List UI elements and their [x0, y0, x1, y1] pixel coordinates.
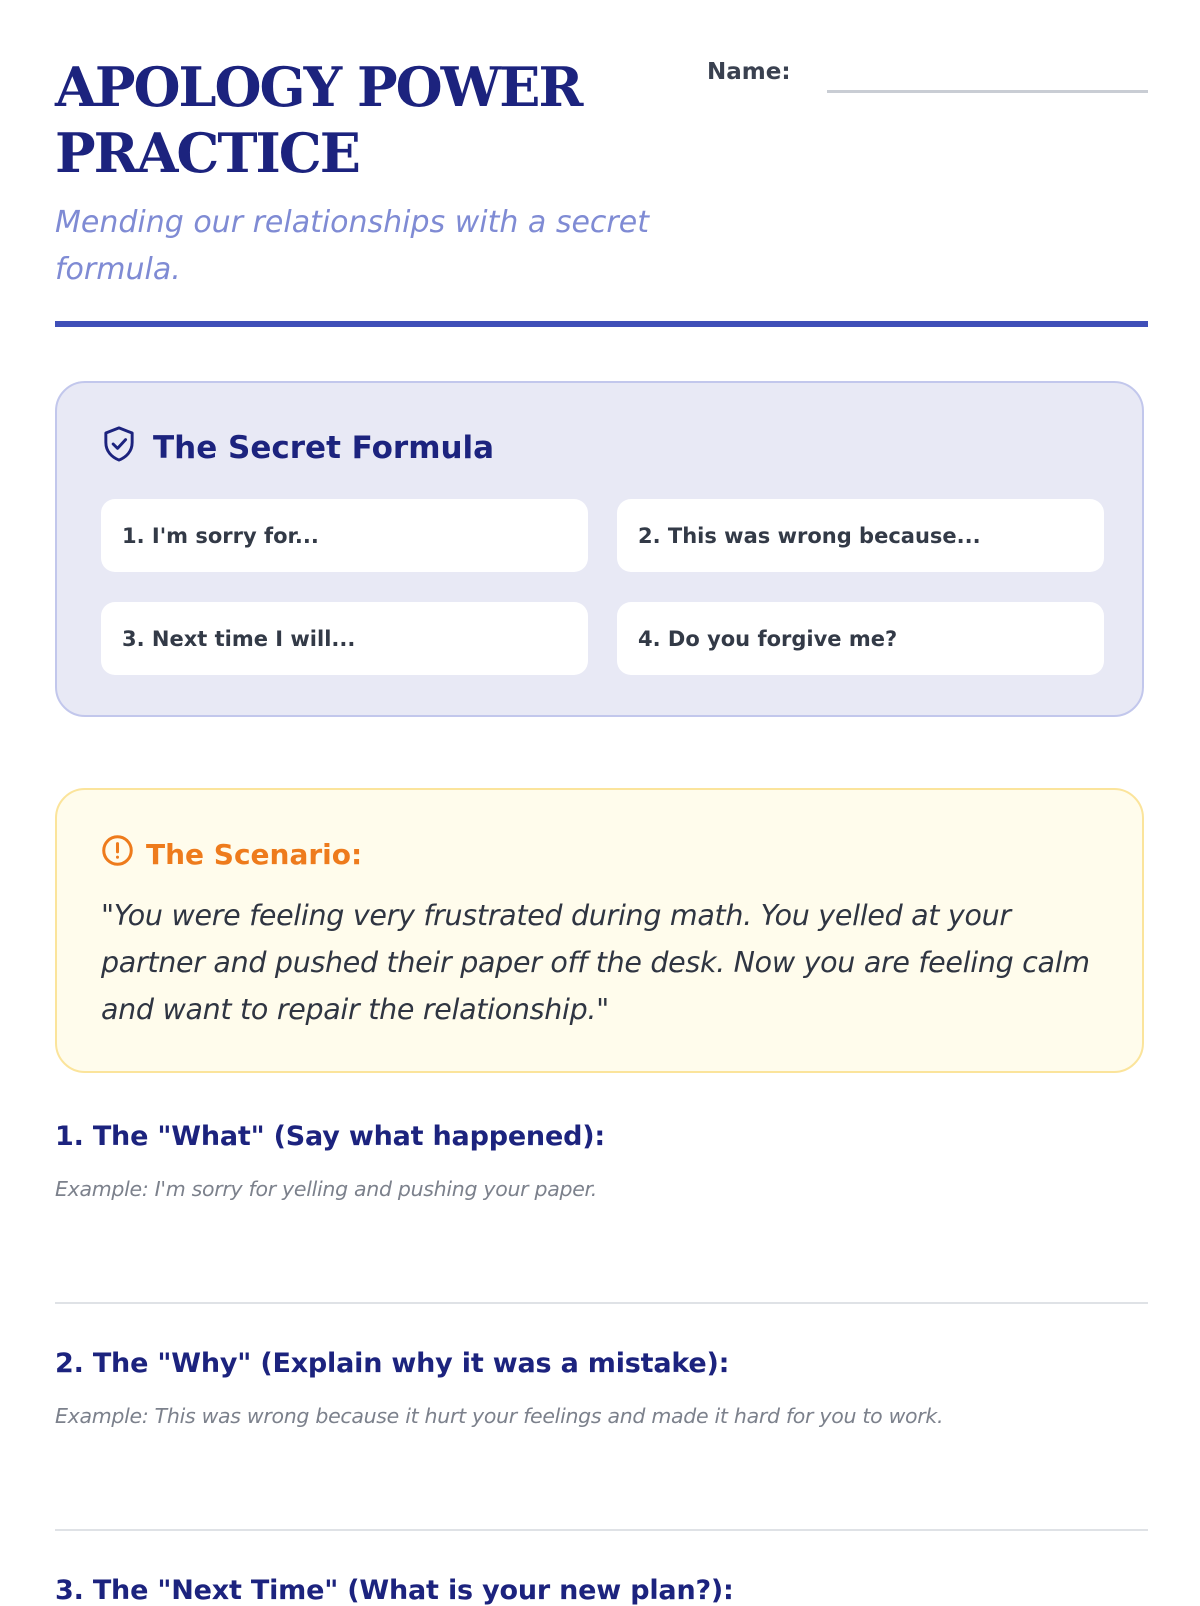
formula-step-2: 2. This was wrong because...: [617, 499, 1104, 572]
question-label: 1. The "What" (Say what happened):: [55, 1121, 605, 1152]
question-example: Example: This was wrong because it hurt your feelings and made it hard for you to work.: [55, 1404, 944, 1428]
alert-circle-icon: [101, 834, 134, 874]
name-label: Name:: [707, 59, 791, 85]
page-subtitle: Mending our relationships with a secret formula.: [55, 205, 649, 287]
page-title-line-2: PRACTICE: [55, 121, 359, 185]
secret-formula-heading: [101, 425, 494, 471]
worksheet-header: [55, 0, 1148, 326]
formula-step-4: 4. Do you forgive me?: [617, 602, 1104, 675]
formula-step-3: 3. Next time I will...: [101, 602, 588, 675]
secret-formula-card: [55, 381, 1144, 717]
worksheet-page: [55, 0, 1148, 1606]
question-label: 3. The "Next Time" (What is your new plan?):: [55, 1575, 734, 1606]
question-example: Example: I'm sorry for yelling and pushing your paper.: [55, 1177, 597, 1201]
header-divider: [55, 321, 1148, 327]
scenario-text: "You were feeling very frustrated during math. You yelled at your partner and pushed their paper off the desk. Now you are feeling calm and want to repair the relationship.": [101, 899, 1090, 1026]
page-title-line-1: APOLOGY POWER: [55, 55, 582, 119]
secret-formula-title: The Secret Formula: [153, 430, 495, 466]
page-title: [55, 54, 695, 186]
shield-check-icon: [101, 425, 137, 471]
question-label: 2. The "Why" (Explain why it was a mistake):: [55, 1348, 730, 1379]
answer-line[interactable]: [55, 1302, 1148, 1304]
formula-step-1: 1. I'm sorry for...: [101, 499, 588, 572]
scenario-heading: [101, 834, 362, 874]
name-field[interactable]: [827, 90, 1148, 93]
scenario-title: The Scenario:: [146, 837, 363, 871]
answer-line[interactable]: [55, 1529, 1148, 1531]
scenario-card: [55, 788, 1144, 1073]
